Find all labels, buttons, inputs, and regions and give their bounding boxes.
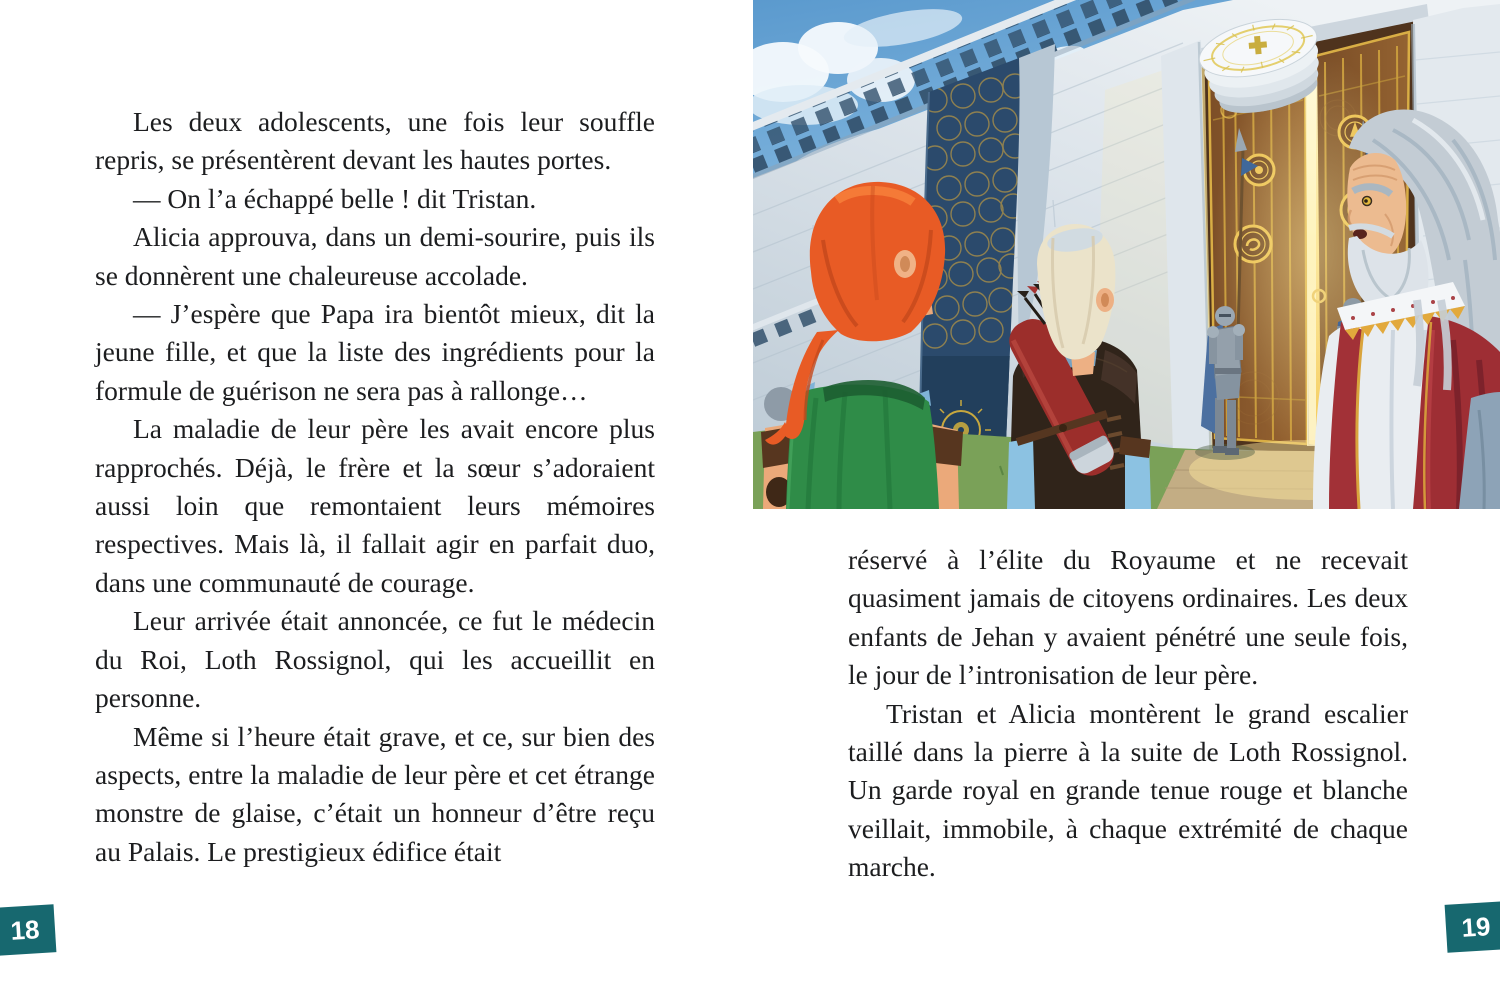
paragraph-dialogue: — J’espère que Papa ira bientôt mieux, dit la jeune fille, et que la liste des ingrédients pour la formule de guérison ne sera pas à rallonge…: [95, 298, 655, 406]
page-number-badge-left: [0, 904, 56, 956]
paragraph: Tristan et Alicia montèrent le grand escalier taillé dans la pierre à la suite de Loth Rossignol. Un garde royal en grande tenue rouge et blanche veillait, immobile, à chaque extrémité de chaque marche.: [848, 697, 1408, 883]
right-page-text: [848, 541, 1408, 887]
page-number: 18: [9, 913, 41, 946]
paragraph: La maladie de leur père les avait encore plus rapprochés. Déjà, le frère et la sœur s’adoraient aussi loin que remontaient leurs mémoires respectives. Mais là, il fallait agir en parfait duo, dans une communauté de courage.: [95, 413, 655, 598]
page-number-badge-right: [1445, 901, 1500, 953]
paragraph: Leur arrivée était annoncée, ce fut le médecin du Roi, Loth Rossignol, qui les accueillit en personne.: [95, 605, 655, 714]
paragraph-dialogue: — On l’a échappé belle ! dit Tristan.: [133, 182, 537, 214]
paragraph: Les deux adolescents, une fois leur souffle repris, se présentèrent devant les hautes portes.: [95, 106, 655, 176]
paragraph: réservé à l’élite du Royaume et ne recevait quasiment jamais de citoyens ordinaires. Les deux enfants de Jehan y avaient pénétré une seule fois, le jour de l’intronisation de leur père.: [848, 544, 1408, 691]
paragraph: Même si l’heure était grave, et ce, sur bien des aspects, entre la maladie de leur père et cet étrange monstre de glaise, c’était un honneur d’être reçu au Palais. Le prestigieux édifice était: [95, 720, 655, 867]
left-page-text: [95, 103, 655, 871]
paragraph: Alicia approuva, dans un demi-sourire, puis ils se donnèrent une chaleureuse accolade.: [95, 221, 655, 291]
page-number: 19: [1460, 910, 1492, 943]
palace-illustration: [753, 0, 1500, 509]
